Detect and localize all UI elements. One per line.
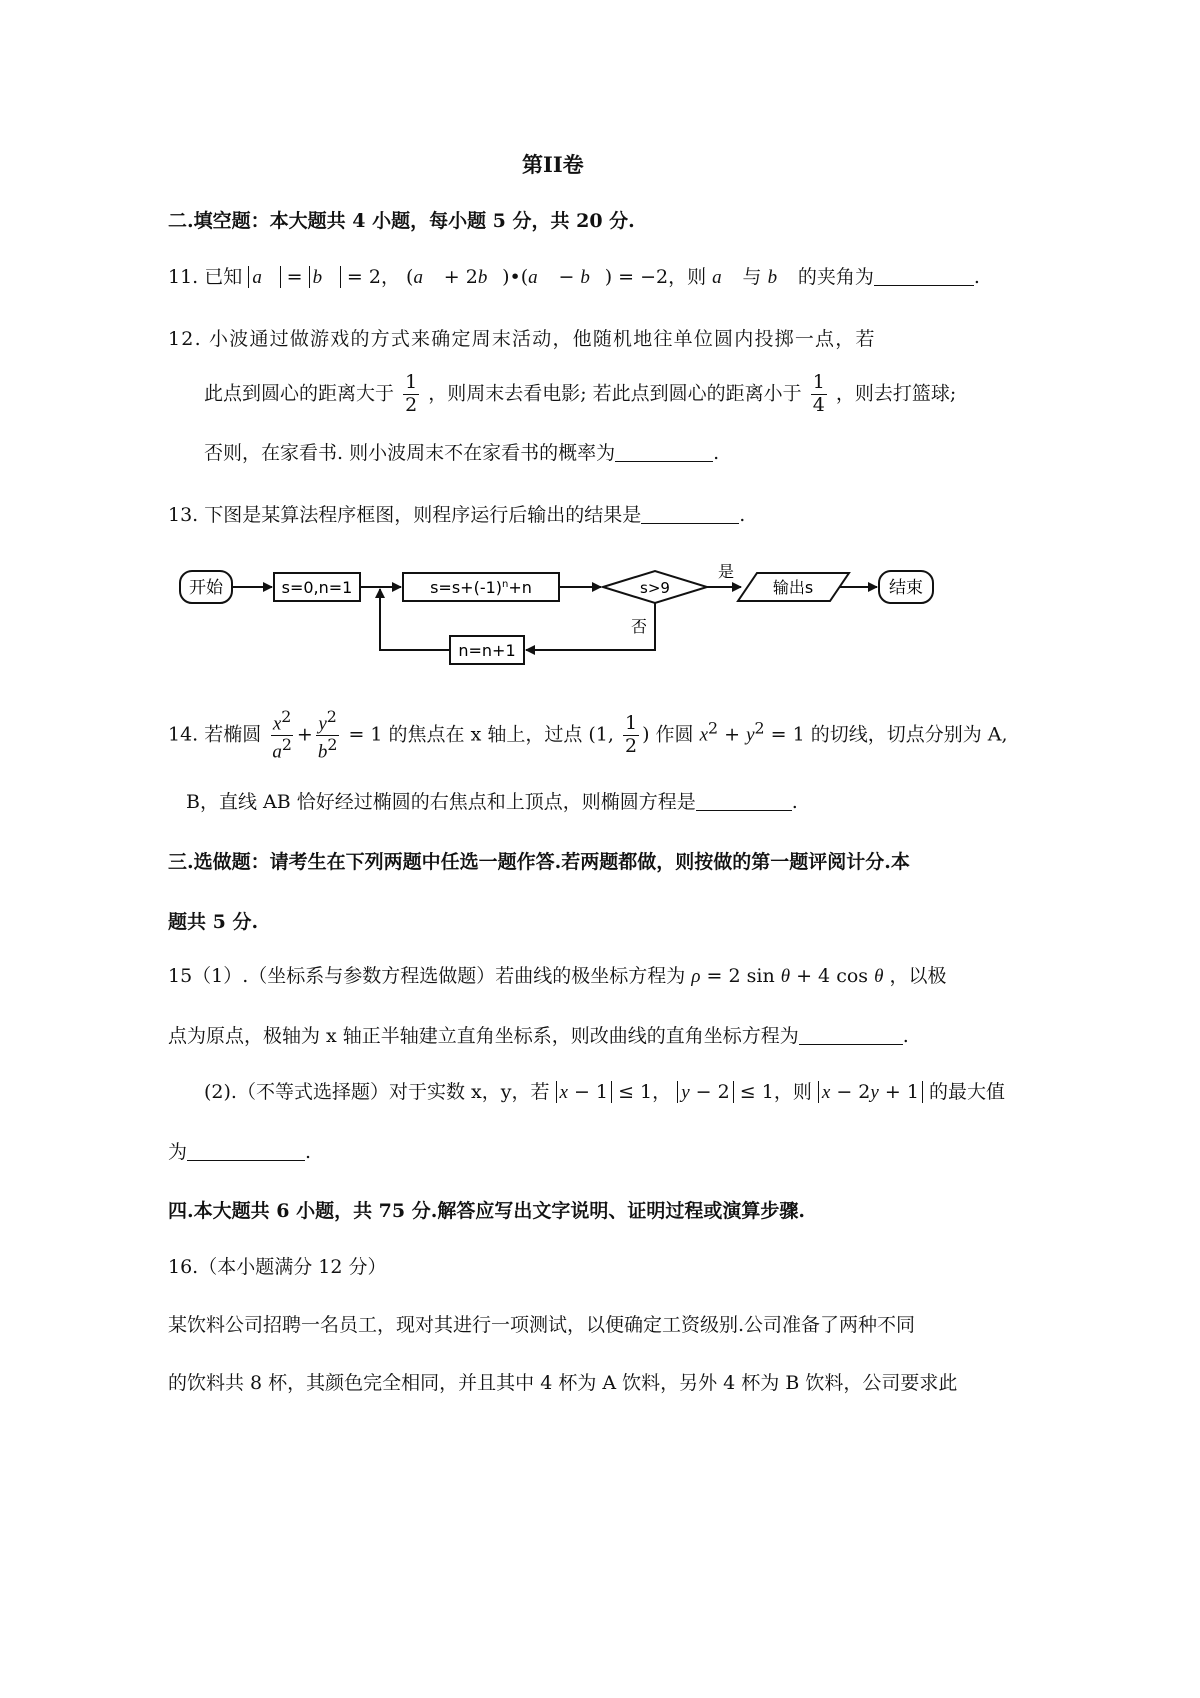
no-label: 否 (630, 617, 648, 636)
question-12-line-3: 否则，在家看书. 则小波周末不在家看书的概率为 . (204, 442, 720, 464)
question-15-2-line-1: (2).（不等式选择题）对于实数 x，y，若 x − 1 ≤ 1， y − 2 ≤ 1，则 x − 2y + 1 的最大值 (204, 1081, 1005, 1103)
section-3-heading-line-2: 题共 5 分. (168, 911, 259, 933)
question-12-line-1: 12. 小波通过做游戏的方式来确定周末活动，他随机地往单位圆内投掷一点，若 (168, 328, 876, 350)
update-node-label: $s=s+(-1)^n+n$ (430, 578, 532, 597)
output-node-label: 输出s (772, 578, 814, 597)
fraction-one-half: $\frac{1}{2}$ (405, 371, 418, 416)
question-14-line-1: 14. 若椭圆 $\frac{x^2}{a^2}$ + $\frac{y^2}{b^2}$ = 1 的焦点在 x 轴上，过点 (1, $\frac{1}{2}$ ) 作圆 $x^2 + y^2 = 1$ 的切线，切点分别为 A, (168, 707, 1008, 763)
algorithm-flowchart (0, 0, 1200, 720)
fraction-point-half: $\frac{1}{2}$ (624, 712, 638, 758)
question-11: 11. 已知 a⃗ = b⃗ = 2， (a⃗ + 2b⃗)•(a⃗ − b⃗) = −2，则 a⃗ 与 b⃗ 的夹角为 . (168, 266, 980, 288)
question-16-line-1: 某饮料公司招聘一名员工，现对其进行一项测试，以便确定工资级别.公司准备了两种不同 (168, 1314, 916, 1336)
fraction-y2-b2: $\frac{y^2}{b^2}$ (317, 707, 338, 763)
question-15-1-line-2: 点为原点，极轴为 x 轴正半轴建立直角坐标系，则改曲线的直角坐标方程为 . (168, 1025, 909, 1047)
fraction-one-quarter: $\frac{1}{4}$ (812, 371, 825, 416)
init-node-label: s=0,n=1 (281, 578, 353, 597)
section-3-heading-line-1: 三.选做题：请考生在下列两题中任选一题作答.若两题都做，则按做的第一题评阅计分.本 (168, 851, 910, 873)
yes-label: 是 (717, 562, 735, 581)
section-2-heading: 二.填空题：本大题共 4 小题，每小题 5 分，共 20 分. (168, 210, 635, 232)
question-16-line-2: 的饮料共 8 杯，其颜色完全相同，并且其中 4 杯为 A 饮料，另外 4 杯为 B 饮料，公司要求此 (168, 1372, 958, 1394)
answer-blank-15-2 (187, 1141, 305, 1161)
answer-blank-15-1 (799, 1025, 903, 1045)
question-13: 13. 下图是某算法程序框图，则程序运行后输出的结果是 . (168, 504, 746, 526)
question-15-1-line-1: 15（1）.（坐标系与参数方程选做题）若曲线的极坐标方程为 ρ = 2 sin θ + 4 cos θ ，以极 (168, 965, 947, 987)
section-title: 第II卷 (522, 152, 584, 177)
start-node-label: 开始 (189, 578, 223, 598)
question-14-line-2: B，直线 AB 恰好经过椭圆的右焦点和上顶点，则椭圆方程是 . (186, 791, 798, 813)
question-12-line-2: 此点到圆心的距离大于 $\frac{1}{2}$ ，则周末去看电影; 若此点到圆心的距离小于 $\frac{1}{4}$ ，则去打篮球; (204, 371, 957, 416)
fraction-x2-a2: $\frac{x^2}{a^2}$ (272, 707, 292, 763)
question-15-2-line-2: 为 . (168, 1141, 312, 1163)
section-4-heading: 四.本大题共 6 小题，共 75 分.解答应写出文字说明、证明过程或演算步骤. (168, 1200, 805, 1222)
answer-blank-14 (696, 791, 792, 811)
end-node-label: 结束 (889, 578, 923, 598)
increment-node-label: n=n+1 (458, 641, 516, 660)
condition-node-label: s>9 (640, 579, 670, 597)
question-16-heading: 16.（本小题满分 12 分） (168, 1256, 387, 1278)
